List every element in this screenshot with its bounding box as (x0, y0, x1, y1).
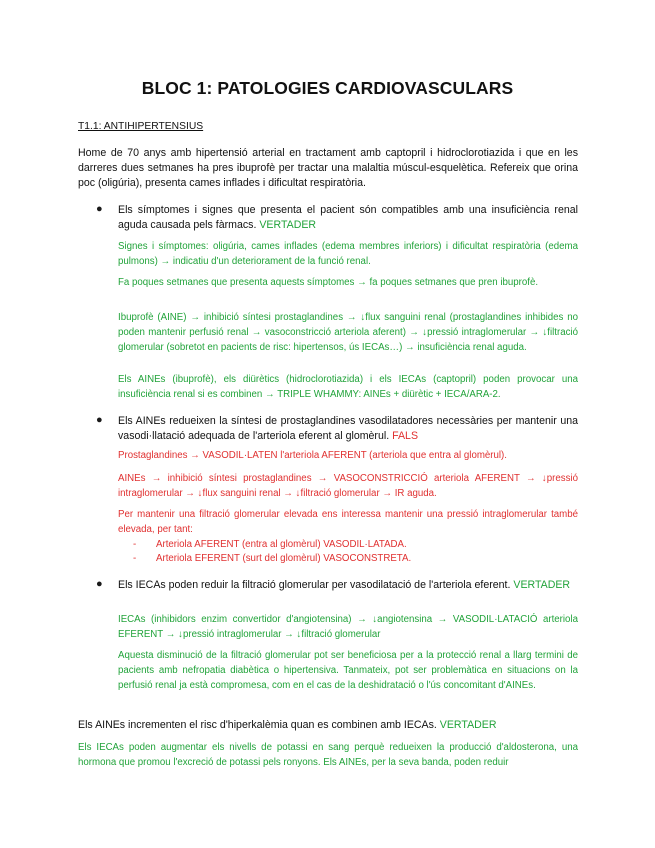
answer-1-para-4: Els AINEs (ibuprofè), els diürètics (hidroclorotiazida) i els IECAs (captopril) poden provocar una insuficiència renal si es combinen → TRIPLE WHAMMY: AINEs + diürètic + IECA/ARA-2. (118, 374, 578, 401)
answer-4-para-1: Els IECAs poden augmentar els nivells de potassi en sang perquè redueixen la producció d'aldosterona, una hormona que promou l'excreció de potassi pels ronyons. Els AINEs, per la seva banda, poden reduir (78, 742, 578, 769)
question-4-statement: Els AINEs incrementen el risc d'hiperkalèmia quan es combinen amb IECAs. (78, 719, 437, 731)
answer-1-para-2: Fa poques setmanes que presenta aquests símptomes → fa poques setmanes que pren ibuprofè. (118, 277, 539, 288)
bullet-icon: ● (96, 414, 103, 426)
answer-2-para-3: Per mantenir una filtració glomerular elevada ens interessa mantenir una pressió intraglomerular també elevada, per tant: (118, 509, 578, 536)
bullet-icon: ● (96, 578, 103, 590)
answer-2-para-2: AINEs → inhibició síntesi prostaglandines → VASOCONSTRICCIÓ arteriola AFERENT → ↓pressió intraglomerular → ↓flux sanguini renal → ↓filtració glomerular → IR aguda. (118, 473, 578, 500)
question-3-statement: Els IECAs poden reduir la filtració glomerular per vasodilatació de l'arteriola eferent. (118, 579, 511, 591)
bullet-icon: ● (96, 203, 103, 215)
answer-1-para-3: Ibuprofè (AINE) → inhibició síntesi prostaglandines → ↓flux sanguini renal (prostaglandines inhibides no poden mantenir perfusió renal → vasoconstricció arteriola aferent) → ↓pressió intraglomerular → ↓filtració glomerular (sobretot en pacients de risc: hipertensos, ús IECAs…) → insuficiència renal aguda. (118, 312, 578, 354)
question-1-text (118, 203, 578, 233)
verdict-badge: FALS (392, 430, 419, 443)
verdict-badge: VERTADER (439, 719, 497, 731)
answer-3-para-1: IECAs (inhibidors enzim convertidor d'angiotensina) → ↓angiotensina → VASODIL·LATACIÓ arteriola EFERENT → ↓pressió intraglomerular → ↓filtració glomerular (118, 614, 578, 641)
question-3-text (118, 578, 578, 593)
dash-bullet: - (133, 553, 137, 564)
question-2-statement: Els AINEs redueixen la síntesi de prostaglandines vasodilatadores necessàries per mantenir una vasodi·llatació adequada de l'arteriola eferent al glomèrul. (118, 415, 578, 443)
page-title: BLOC 1: PATOLOGIES CARDIOVASCULARS (141, 78, 514, 98)
question-2-text (118, 414, 578, 444)
question-4-text (78, 718, 578, 733)
answer-2-para-1: Prostaglandines → VASODIL·LATEN l'arteriola AFERENT (arteriola que entra al glomèrul). (118, 450, 507, 461)
section-heading: T1.1: ANTIHIPERTENSIUS (78, 121, 204, 132)
answer-3-para-2: Aquesta disminució de la filtració glomerular pot ser beneficiosa per a la protecció renal a llarg termini de pacients amb nefropatia diabètica o hipertensiva. Tanmateix, pot ser problemàtica en situacions on la perfusió renal ja està compromesa, com en el cas de la deshidratació o l'ús concomitant d'AINEs. (118, 650, 578, 692)
verdict-badge: VERTADER (259, 219, 317, 232)
list-item-text: Arteriola AFERENT (entra al glomèrul) VASODIL·LATADA. (156, 539, 407, 550)
answer-1-para-1: Signes i símptomes: oligúria, cames inflades (edema membres inferiors) i dificultat respiratòria (edema pulmons) → indicatiu d'un deteriorament de la funció renal. (118, 241, 578, 268)
case-intro: Home de 70 anys amb hipertensió arterial en tractament amb captopril i hidroclorotiazida i que en les darreres dues setmanes ha pres ibuprofè per tractar una malaltia múscul-esquelètica. Refereix que orina poc (oligúria), presenta cames inflades i dificultat respiratòria. (78, 147, 578, 190)
answer-2-list-item-2 (133, 552, 411, 567)
verdict-badge: VERTADER (513, 579, 571, 591)
answer-2-list-item-1 (133, 538, 407, 553)
question-1-statement: Els símptomes i signes que presenta el pacient són compatibles amb una insuficiència renal aguda causada pels fàrmacs. (118, 204, 578, 232)
list-item-text: Arteriola EFERENT (surt del glomèrul) VASOCONSTRETA. (156, 553, 412, 564)
dash-bullet: - (133, 539, 137, 550)
